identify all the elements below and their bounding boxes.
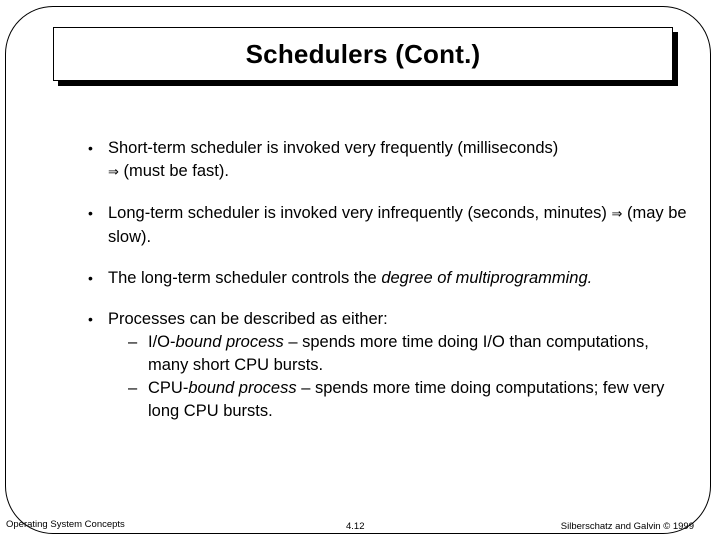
- bullet-text: Long-term scheduler is invoked very infrequently (seconds, minutes): [108, 204, 607, 222]
- bullet-dot: •: [88, 270, 93, 286]
- footer-copyright: Silberschatz and Galvin © 1999: [560, 521, 694, 532]
- sub-prefix: I/O-: [148, 333, 176, 351]
- sub-dash: –: [128, 379, 138, 397]
- bullet-text: Processes can be described as either:: [108, 310, 388, 328]
- bullet-degree: [88, 267, 688, 290]
- bullet-processes: [88, 308, 688, 423]
- sub-prefix: CPU-: [148, 379, 189, 397]
- bullet-emphasis: degree of multiprogramming.: [381, 269, 593, 287]
- bullet-dot: •: [88, 140, 93, 156]
- sub-emphasis: bound process: [175, 333, 284, 351]
- footer-page-number: 4.12: [346, 521, 365, 532]
- bullet-text: The long-term scheduler controls the: [108, 269, 377, 287]
- bullet-text-tail: (may be slow).: [108, 204, 687, 246]
- title-box: [53, 27, 673, 81]
- sub-item-io-bound: [108, 331, 688, 377]
- bullet-long-term: [88, 202, 688, 249]
- sub-text: – spends more time doing I/O than computations, many short CPU bursts.: [148, 333, 649, 374]
- implies-symbol: ⇒: [611, 207, 623, 222]
- bullet-text-tail: (must be fast).: [123, 162, 229, 180]
- bullet-dot: •: [88, 311, 93, 327]
- slide-title: Schedulers (Cont.): [245, 38, 481, 69]
- sub-dash: –: [128, 333, 138, 351]
- sub-item-cpu-bound: [108, 377, 688, 423]
- bullet-dot: •: [88, 205, 93, 221]
- bullet-list: [88, 137, 688, 441]
- bullet-short-term: [88, 137, 688, 184]
- sub-emphasis: bound process: [188, 379, 297, 397]
- sub-text: – spends more time doing computations; few very long CPU bursts.: [148, 379, 665, 420]
- bullet-text: Short-term scheduler is invoked very frequently (milliseconds): [108, 139, 559, 157]
- footer-course: Operating System Concepts: [6, 519, 125, 530]
- implies-symbol: ⇒: [108, 165, 119, 180]
